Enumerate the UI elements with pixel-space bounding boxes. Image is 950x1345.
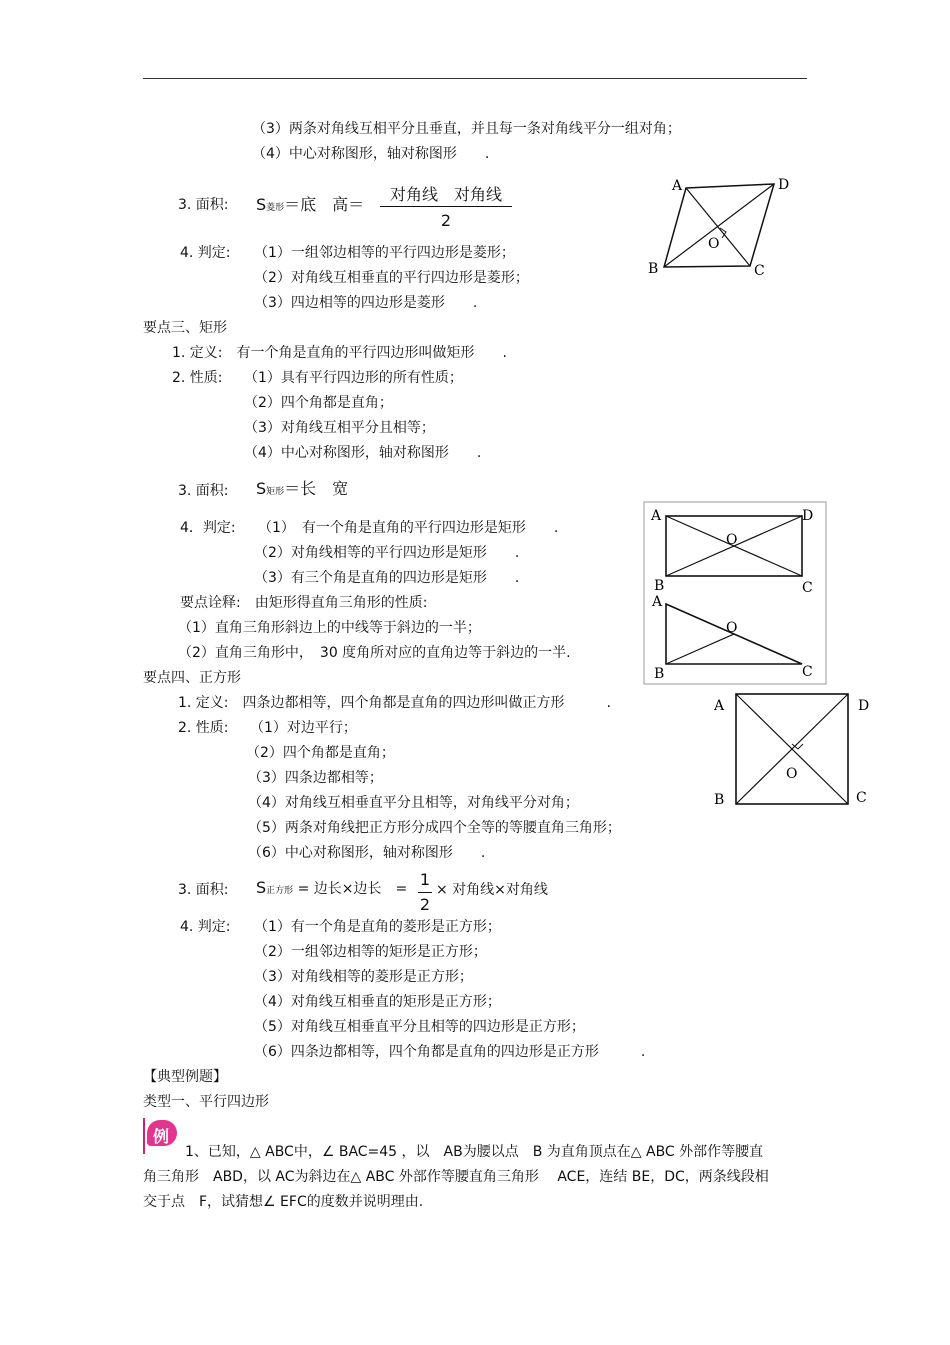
- rhombus-prop4: （4）中心对称图形，轴对称图形 .: [252, 146, 490, 162]
- example1-line1: 1、已知，△ ABC中，∠ BAC=45 ，以 AB为腰以点 B 为直角顶点在△ ABC 外部作等腰直: [185, 1144, 764, 1160]
- square-fraction-bar: [418, 892, 432, 893]
- rhombus-label-d: D: [778, 177, 790, 193]
- rhombus-area-label: 3. 面积:: [178, 197, 229, 213]
- header-rule: [143, 78, 807, 79]
- rectangle-prop3: （3）对角线互相平分且相等；: [244, 420, 435, 436]
- rectangle-label-c: C: [802, 580, 813, 596]
- rectangle-label-d: D: [802, 508, 814, 524]
- square-judge2: （2）一组邻边相等的矩形是正方形；: [254, 944, 487, 960]
- square-prop6: （6）中心对称图形，轴对称图形 .: [248, 845, 486, 861]
- rectangle-area-label: 3. 面积:: [178, 483, 229, 499]
- rectangle-judge-label: 4．判定:: [180, 520, 236, 536]
- square-judge1: （1）有一个角是直角的菱形是正方形；: [254, 919, 501, 935]
- square-definition: 1. 定义: 四条边都相等，四个角都是直角的四边形叫做正方形 .: [178, 695, 611, 711]
- rhombus-judge1: （1）一组邻边相等的平行四边形是菱形；: [254, 245, 515, 261]
- rhombus-judge2: （2）对角线互相垂直的平行四边形是菱形；: [254, 270, 529, 286]
- triangle-label-c: C: [802, 664, 813, 680]
- rectangle-judge3: （3）有三个角是直角的四边形是矩形 .: [254, 570, 520, 586]
- examples-heading: 【典型例题】: [143, 1069, 227, 1085]
- square-prop3: （3）四条边都相等；: [248, 770, 383, 786]
- square-judge6: （6）四条边都相等，四个角都是直角的四边形是正方形 .: [254, 1044, 646, 1060]
- rhombus-label-a: A: [672, 178, 683, 194]
- rectangle-label-a: A: [651, 508, 662, 524]
- example-type1: 类型一、平行四边形: [143, 1094, 269, 1110]
- rectangle-figures: [642, 500, 828, 686]
- rectangle-note1: （1）直角三角形斜边上的中线等于斜边的一半；: [178, 620, 481, 636]
- rectangle-heading: 要点三、矩形: [143, 320, 227, 336]
- triangle-label-a: A: [652, 594, 663, 610]
- rectangle-judge2: （2）对角线相等的平行四边形是矩形 .: [254, 545, 520, 561]
- rhombus-label-c: C: [754, 263, 765, 279]
- rectangle-prop2: （2）四个角都是直角；: [244, 395, 393, 411]
- rhombus-label-o: O: [708, 236, 720, 252]
- example-badge-text: 例: [153, 1127, 170, 1146]
- square-prop-label: 2. 性质:: [178, 720, 229, 736]
- rhombus-figure: [640, 172, 800, 282]
- square-label-a: A: [714, 698, 725, 714]
- rectangle-judge1: （1） 有一个角是直角的平行四边形是矩形 .: [258, 520, 559, 536]
- rectangle-prop1: （1）具有平行四边形的所有性质；: [244, 370, 463, 386]
- square-judge5: （5）对角线互相垂直平分且相等的四边形是正方形；: [254, 1019, 585, 1035]
- square-prop4: （4）对角线互相垂直平分且相等，对角线平分对角；: [248, 795, 579, 811]
- square-heading: 要点四、正方形: [143, 670, 241, 686]
- square-area-formula-right: × 对角线×对角线: [436, 882, 548, 898]
- square-judge3: （3）对角线相等的菱形是正方形；: [254, 969, 473, 985]
- square-judge-label: 4. 判定:: [180, 919, 231, 935]
- square-area-label: 3. 面积:: [178, 882, 229, 898]
- rectangle-note2: （2）直角三角形中， 30 度角所对应的直角边等于斜边的一半.: [178, 645, 571, 661]
- square-label-d: D: [858, 698, 870, 714]
- rectangle-prop4: （4）中心对称图形，轴对称图形 .: [244, 445, 482, 461]
- rhombus-judge3: （3）四边相等的四边形是菱形 .: [254, 295, 478, 311]
- example-badge: [143, 1118, 179, 1154]
- square-label-b: B: [714, 792, 725, 808]
- rectangle-definition: 1. 定义: 有一个角是直角的平行四边形叫做矩形 .: [172, 345, 507, 361]
- rhombus-area-denominator: 2: [440, 211, 452, 230]
- example1-line2: 角三角形 ABD，以 AC为斜边在△ ABC 外部作等腰直角三角形 ACE，连结 BE，DC，两条线段相: [143, 1169, 769, 1185]
- triangle-label-b: B: [654, 666, 665, 682]
- rectangle-label-b: B: [654, 578, 665, 594]
- example1-line3: 交于点 F，试猜想∠ EFC的度数并说明理由.: [143, 1194, 424, 1210]
- triangle-label-o: O: [726, 620, 738, 636]
- rectangle-label-o: O: [726, 532, 738, 548]
- square-label-c: C: [856, 790, 867, 806]
- square-judge4: （4）对角线互相垂直的矩形是正方形；: [254, 994, 501, 1010]
- square-label-o: O: [786, 766, 798, 782]
- square-prop5: （5）两条对角线把正方形分成四个全等的等腰直角三角形；: [248, 820, 621, 836]
- square-area-numerator: 1: [419, 870, 431, 889]
- square-figure: [710, 688, 880, 812]
- rhombus-prop3: （3）两条对角线互相平分且垂直，并且每一条对角线平分一组对角；: [252, 121, 681, 137]
- rectangle-prop-label: 2. 性质:: [172, 370, 223, 386]
- square-prop2: （2）四个角都是直角；: [246, 745, 395, 761]
- rectangle-area-formula: S矩形＝长 宽: [256, 479, 349, 498]
- square-prop1: （1）对边平行；: [250, 720, 357, 736]
- rhombus-label-b: B: [648, 261, 659, 277]
- rhombus-judge-label: 4. 判定:: [180, 245, 231, 261]
- square-area-formula-left: S正方形 = 边长×边长 =: [256, 878, 408, 897]
- rhombus-fraction-bar: [380, 206, 512, 207]
- rectangle-note-title: 要点诠释: 由矩形得直角三角形的性质:: [180, 595, 428, 611]
- square-area-denominator: 2: [419, 895, 431, 914]
- rhombus-area-numerator: 对角线 对角线: [389, 185, 502, 204]
- rhombus-area-formula: S菱形＝底 高＝: [256, 195, 365, 214]
